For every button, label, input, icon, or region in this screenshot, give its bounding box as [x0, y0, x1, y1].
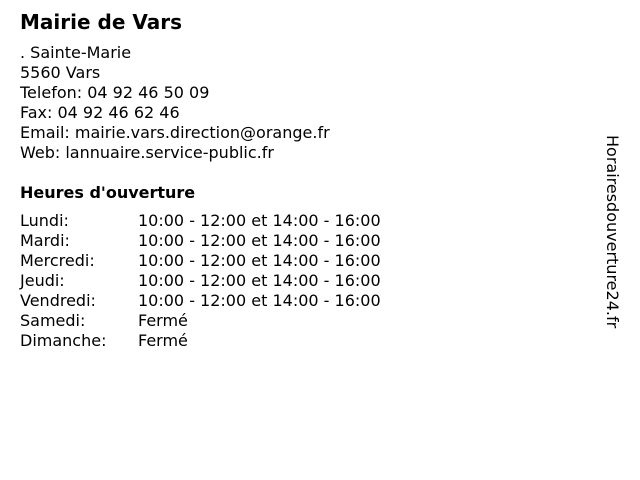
- site-watermark: Horairesdouverture24.fr: [603, 135, 622, 329]
- day-label: Lundi:: [20, 211, 69, 230]
- street-address: . Sainte-Marie: [20, 43, 132, 62]
- day-label: Mardi:: [20, 231, 70, 250]
- page-title: Mairie de Vars: [20, 10, 182, 34]
- day-hours: 10:00 - 12:00 et 14:00 - 16:00: [138, 211, 381, 230]
- fax-number: Fax: 04 92 46 62 46: [20, 103, 180, 122]
- opening-hours-table: [20, 211, 381, 351]
- phone-number: Telefon: 04 92 46 50 09: [20, 83, 210, 102]
- day-label: Dimanche:: [20, 331, 107, 350]
- address-block: [20, 43, 381, 163]
- hours-row-tuesday: [20, 231, 381, 251]
- day-hours: 10:00 - 12:00 et 14:00 - 16:00: [138, 291, 381, 310]
- hours-row-monday: [20, 211, 381, 231]
- day-hours: Fermé: [138, 331, 188, 350]
- day-hours: 10:00 - 12:00 et 14:00 - 16:00: [138, 251, 381, 270]
- hours-row-saturday: [20, 311, 381, 331]
- day-label: Samedi:: [20, 311, 86, 330]
- day-hours: 10:00 - 12:00 et 14:00 - 16:00: [138, 231, 381, 250]
- email-address: Email: mairie.vars.direction@orange.fr: [20, 123, 330, 142]
- hours-row-friday: [20, 291, 381, 311]
- day-hours: Fermé: [138, 311, 188, 330]
- website: Web: lannuaire.service-public.fr: [20, 143, 274, 162]
- hours-row-wednesday: [20, 251, 381, 271]
- opening-hours-heading: Heures d'ouverture: [20, 183, 196, 202]
- day-label: Vendredi:: [20, 291, 96, 310]
- day-hours: 10:00 - 12:00 et 14:00 - 16:00: [138, 271, 381, 290]
- postal-city: 5560 Vars: [20, 63, 101, 82]
- day-label: Jeudi:: [20, 271, 65, 290]
- day-label: Mercredi:: [20, 251, 95, 270]
- hours-row-thursday: [20, 271, 381, 291]
- hours-row-sunday: [20, 331, 381, 351]
- business-card: [20, 9, 381, 351]
